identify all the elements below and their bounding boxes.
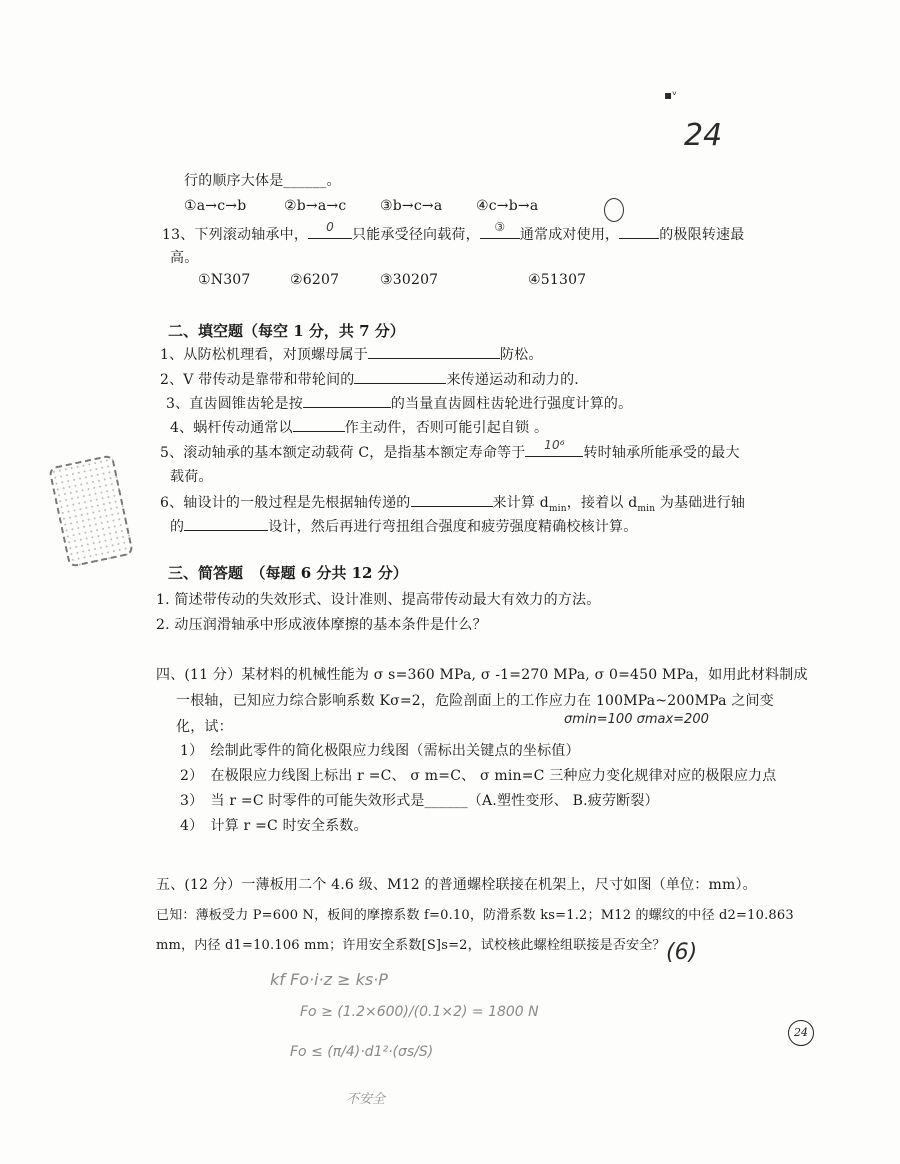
s2-q6-sub-1: min [548, 503, 567, 514]
handwritten-calc-4: 不安全 [346, 1092, 386, 1107]
s2-q3-text-a: 3、直齿圆锥齿轮是按 [166, 396, 303, 412]
s2-q6-text-a: 6、轴设计的一般过程是先根据轴传递的 [160, 495, 411, 511]
s3-q2: 2. 动压润滑轴承中形成液体摩擦的基本条件是什么？ [156, 617, 487, 633]
s2-q4-blank [293, 417, 345, 432]
s4-item-2: 2） 在极限应力线图上标出 r =C、 σ m=C、 σ min=C 三种应力变化规律对应的极限应力点 [180, 768, 777, 784]
s2-q6-text-b: 来计算 d [492, 495, 549, 511]
s5-line2: 已知：薄板受力 P=600 N，板间的摩擦系数 f=0.10，防滑系数 ks=1.2；M12 的螺纹的中径 d2=10.863 [156, 908, 794, 923]
s2-q5 [160, 438, 740, 462]
q13-text-c: 通常成对使用， [519, 227, 620, 243]
q12-option-4: ④c→b→a [476, 198, 539, 214]
section2-title: 二、填空题（每空 1 分，共 7 分） [168, 322, 405, 340]
q13-text-b: 只能承受径向载荷， [352, 227, 480, 243]
q12-option-1: ①a→c→b [184, 198, 247, 214]
s2-q2-blank [354, 369, 446, 384]
s4-item-4: 4） 计算 r =C 时安全系数。 [180, 818, 368, 834]
s2-q6-blank-2 [184, 516, 268, 531]
q13-option-2: ②6207 [290, 272, 340, 288]
q13-blank-1: 0 [308, 224, 352, 239]
s2-q6-text-c: ，接着以 d [566, 495, 638, 511]
s4-line2: 一根轴，已知应力综合影响系数 Kσ=2，危险剖面上的工作应力在 100MPa~200MPa 之间变 [176, 693, 774, 709]
s4-item-3: 3） 当 r =C 时零件的可能失效形式是______（A.塑性变形、 B.疲劳断裂） [180, 793, 659, 809]
s2-q3-text-b: 的当量直齿圆柱齿轮进行强度计算的。 [390, 396, 633, 412]
handwritten-calc-2: Fo ≥ (1.2×600)/(0.1×2) = 1800 N [300, 1004, 539, 1020]
s2-q6-cont [170, 516, 637, 536]
s2-q5-blank [525, 438, 583, 457]
q13-blank-2: ③ [480, 224, 520, 239]
s2-q1 [160, 344, 543, 364]
q13-text-d: 的极限转速最 [659, 227, 745, 243]
s2-q5-text-b: 转时轴承所能承受的最大 [583, 445, 740, 461]
s2-q4 [170, 417, 548, 437]
s4-line3: 化，试： [176, 719, 233, 735]
s2-q6-sub-2: min [637, 503, 656, 514]
s2-q4-text-a: 4、蜗杆传动通常以 [170, 420, 293, 436]
s2-q2 [160, 369, 579, 389]
q13-option-1: ①N307 [198, 272, 251, 288]
s2-q5-handwritten: 10⁶ [544, 438, 565, 452]
q12-option-3: ③b→c→a [380, 198, 443, 214]
s2-q6-text-d: 为基础进行轴 [655, 495, 746, 511]
stray-mark-top: ▪ᵛ [664, 88, 678, 102]
s3-q1: 1. 简述带传动的失效形式、设计准则、提高带传动最大有效力的方法。 [156, 592, 601, 608]
q12-tail-text: 行的顺序大体是______。 [184, 173, 341, 189]
s4-handwritten-note: σmin=100 σmax=200 [564, 712, 709, 727]
s2-q2-text-a: 2、V 带传动是靠带和带轮间的 [160, 372, 355, 388]
s2-q6-text-e: 的 [170, 519, 185, 535]
exam-stamp [48, 454, 134, 567]
s4-line1: 四、(11 分）某材料的机械性能为 σ s=360 MPa, σ -1=270 MPa, σ 0=450 MPa，如用此材料制成 [156, 667, 808, 683]
q13-line [162, 220, 745, 244]
circled-page-number: 24 [788, 1020, 814, 1046]
s2-q5-text-c: 载荷。 [170, 469, 213, 485]
s2-q3 [166, 393, 632, 413]
page-number: 24 [684, 118, 723, 153]
handwritten-calc-3: Fo ≤ (π/4)·d1²·(σs/S) [290, 1044, 434, 1060]
s2-q3-blank [303, 393, 391, 408]
q13-option-3: ③30207 [380, 272, 439, 288]
s5-line3: mm，内径 d1=10.106 mm；许用安全系数[S]s=2，试校核此螺栓组联接是否安全？ [156, 938, 666, 953]
s2-q6 [160, 492, 745, 514]
section3-title: 三、简答题 （每题 6 分共 12 分） [168, 564, 408, 582]
s2-q1-text-a: 1、从防松机理看，对顶螺母属于 [160, 347, 368, 363]
s5-score: (6) [666, 940, 698, 965]
s2-q6-text-f: 设计，然后再进行弯扭组合强度和疲劳强度精确校核计算。 [268, 519, 638, 535]
s4-item-1: 1） 绘制此零件的简化极限应力线图（需标出关键点的坐标值） [180, 743, 580, 759]
answer-circle-mark [604, 198, 624, 222]
s2-q6-blank-1 [411, 492, 493, 507]
s2-q2-text-b: 来传递运动和动力的. [446, 372, 579, 388]
q13-text-e: 高。 [170, 250, 199, 266]
s5-line1: 五、(12 分）一薄板用二个 4.6 级、M12 的普通螺栓联接在机架上，尺寸如图（单位：mm）。 [156, 877, 757, 893]
q13-option-4: ④51307 [528, 272, 587, 288]
q13-text-a: 13、下列滚动轴承中， [162, 227, 309, 243]
q13-blank-3 [619, 224, 659, 239]
handwritten-calc-1: kf Fo·i·z ≥ ks·P [270, 970, 388, 989]
q12-option-2: ②b→a→c [284, 198, 347, 214]
s2-q4-text-b: 作主动件，否则可能引起自锁 。 [344, 420, 549, 436]
s2-q1-text-b: 防松。 [499, 347, 543, 363]
s2-q5-text-a: 5、滚动轴承的基本额定动载荷 C，是指基本额定寿命等于 [160, 445, 526, 461]
s2-q1-blank [368, 344, 500, 359]
